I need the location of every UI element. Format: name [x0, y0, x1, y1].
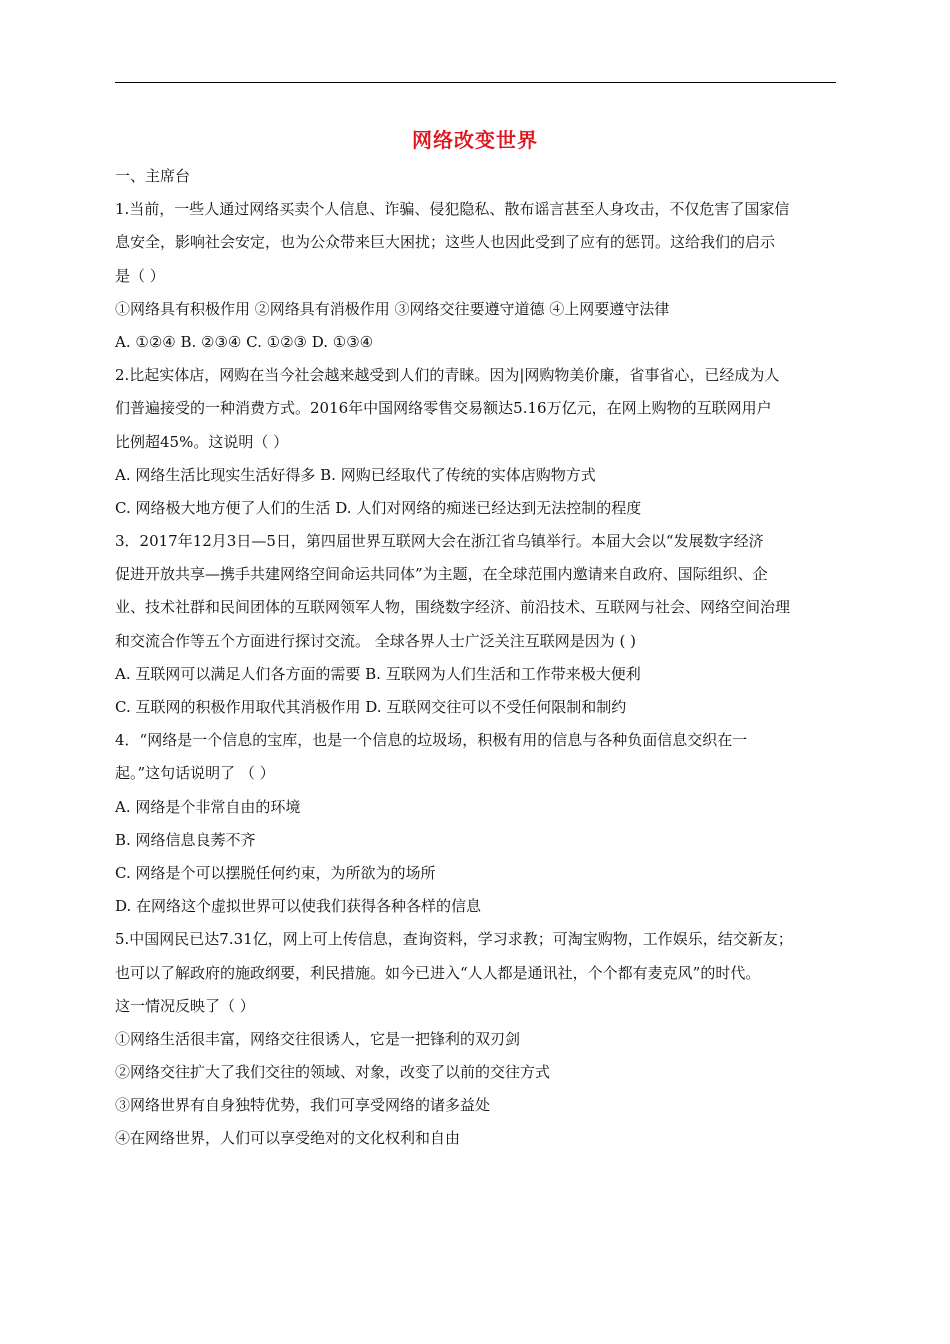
q4-option-d: D. 在网络这个虚拟世界可以使我们获得各种各样的信息 — [115, 897, 482, 916]
q3-stem-line-3: 业、技术社群和民间团体的互联网领军人物，围绕数字经济、前沿技术、互联网与社会、网络空间治理 — [115, 598, 791, 617]
document-body — [115, 160, 840, 1156]
q3-options-cd: C. 互联网的积极作用取代其消极作用 D. 互联网交往可以不受任何限制和制约 — [115, 698, 627, 716]
q5-statement-3: ③网络世界有自身独特优势，我们可享受网络的诸多益处 — [115, 1096, 491, 1115]
q5-stem-line-2: 也可以了解政府的施政纲要，利民措施。如今已进入“人人都是通讯社，个个都有麦克风”的时代。 — [115, 963, 761, 982]
q5-statement-2: ②网络交往扩大了我们交往的领域、对象，改变了以前的交往方式 — [115, 1063, 551, 1082]
q4-option-b: B. 网络信息良莠不齐 — [115, 830, 256, 849]
q4-stem-line-2: 起。”这句话说明了 （ ） — [115, 764, 275, 783]
page-title: 网络改变世界 — [412, 128, 538, 152]
q2-stem-line-3: 比例超45%。这说明（ ） — [115, 432, 289, 451]
q1-stem-line-3: 是（ ） — [115, 266, 165, 285]
q5-stem-line-1: 5.中国网民已达7.31亿，网上可上传信息，查询资料，学习求教；可淘宝购物，工作娱乐，结交新友； — [115, 930, 793, 949]
q4-stem-line-1: 4．“网络是一个信息的宝库，也是一个信息的垃圾场，积极有用的信息与各种负面信息交织在一 — [115, 731, 748, 750]
q1-stem-line-2: 息安全，影响社会安定，也为公众带来巨大困扰；这些人也因此受到了应有的惩罚。这给我们的启示 — [115, 233, 776, 252]
q4-option-c: C. 网络是个可以摆脱任何约束，为所欲为的场所 — [115, 863, 436, 882]
q1-stem-line-1: 1.当前，一些人通过网络买卖个人信息、诈骗、侵犯隐私、散布谣言甚至人身攻击，不仅危害了国家信 — [115, 200, 790, 219]
q1-options: A. ①②④ B. ②③④ C. ①②③ D. ①③④ — [115, 332, 374, 351]
q5-statement-4: ④在网络世界，人们可以享受绝对的文化权利和自由 — [115, 1129, 461, 1148]
q3-stem-line-4: 和交流合作等五个方面进行探讨交流。 全球各界人士广泛关注互联网是因为 ( ) — [115, 631, 637, 650]
q5-stem-line-3: 这一情况反映了（ ） — [115, 996, 255, 1015]
q3-stem-line-1: 3．2017年12月3日—5日，第四届世界互联网大会在浙江省乌镇举行。本届大会以“发展数字经济 — [115, 532, 764, 551]
q3-options-ab: A. 互联网可以满足人们各方面的需要 B. 互联网为人们生活和工作带来极大便利 — [115, 664, 641, 683]
q2-options-ab: A. 网络生活比现实生活好得多 B. 网购已经取代了传统的实体店购物方式 — [115, 465, 596, 484]
q2-options-cd: C. 网络极大地方便了人们的生活 D. 人们对网络的痴迷已经达到无法控制的程度 — [115, 498, 642, 517]
section-heading: 一、主席台 — [115, 167, 191, 185]
q5-statement-1: ①网络生活很丰富，网络交往很诱人，它是一把锋利的双刃剑 — [115, 1029, 521, 1048]
q2-stem-line-1: 2.比起实体店，网购在当今社会越来越受到人们的青睐。因为|网购物美价廉，省事省心，已经成为人 — [115, 366, 780, 385]
q2-stem-line-2: 们普遍接受的一种消费方式。2016年中国网络零售交易额达5.16万亿元，在网上购物的互联网用户 — [115, 399, 772, 418]
q1-statements: ①网络具有积极作用 ②网络具有消极作用 ③网络交往要遵守道德 ④上网要遵守法律 — [115, 299, 670, 318]
q4-option-a: A. 网络是个非常自由的环境 — [115, 797, 301, 816]
header-rule — [115, 82, 836, 83]
q3-stem-line-2: 促进开放共享—携手共建网络空间命运共同体”为主题，在全球范围内邀请来自政府、国际组织、企 — [115, 565, 768, 584]
